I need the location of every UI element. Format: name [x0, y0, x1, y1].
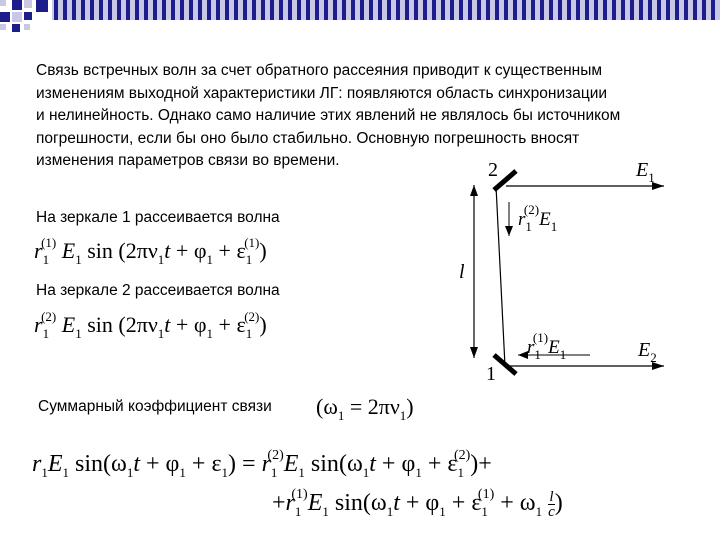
banner-stripe: [342, 0, 346, 20]
banner-stripe: [558, 0, 562, 20]
banner-stripe: [711, 0, 715, 20]
banner-stripe: [72, 0, 76, 20]
banner-stripe: [189, 0, 193, 20]
banner-stripe: [702, 0, 706, 20]
banner-stripe: [612, 0, 616, 20]
banner-stripe: [522, 0, 526, 20]
banner-stripe: [540, 0, 544, 20]
banner-stripe: [306, 0, 310, 20]
header-banner: [0, 0, 720, 40]
banner-stripe: [549, 0, 553, 20]
banner-stripe: [387, 0, 391, 20]
banner-stripe: [666, 0, 670, 20]
omega-definition: $(\omega_1 = 2\pi\nu_1)$: [316, 394, 414, 423]
banner-stripe: [675, 0, 679, 20]
mirror1-formula: $r_1^{(1)}$ $E_1$ $\sin (2\pi\nu_1t + \varphi_1 + \varepsilon_1^{(1)})$: [34, 235, 267, 267]
banner-stripe: [585, 0, 589, 20]
banner-stripe: [576, 0, 580, 20]
e1-label: $E_1$: [636, 159, 655, 185]
banner-stripe: [396, 0, 400, 20]
banner-stripe: [81, 0, 85, 20]
banner-stripe: [126, 0, 130, 20]
banner-stripe: [324, 0, 328, 20]
banner-stripe: [99, 0, 103, 20]
banner-stripe: [621, 0, 625, 20]
mirror1-label: На зеркале 1 рассеивается волна: [36, 209, 280, 226]
banner-stripe: [495, 0, 499, 20]
banner-stripe: [333, 0, 337, 20]
paragraph-line: погрешности, если бы оно было стабильно. Основную погрешность вносят: [36, 129, 580, 147]
banner-stripe: [657, 0, 661, 20]
banner-stripe: [360, 0, 364, 20]
length-label: l: [459, 261, 465, 283]
banner-stripe: [693, 0, 697, 20]
banner-stripe: [270, 0, 274, 20]
banner-stripe: [198, 0, 202, 20]
banner-stripe: [315, 0, 319, 20]
banner-stripe: [639, 0, 643, 20]
banner-stripe: [63, 0, 67, 20]
banner-stripe: [261, 0, 265, 20]
banner-stripe: [684, 0, 688, 20]
banner-stripe: [162, 0, 166, 20]
banner-stripe: [180, 0, 184, 20]
ring-laser-diagram: [440, 150, 720, 390]
banner-stripe: [252, 0, 256, 20]
beam-vertical: [496, 186, 505, 366]
banner-stripe: [108, 0, 112, 20]
arrow-up: [470, 185, 478, 196]
banner-stripe: [450, 0, 454, 20]
banner-stripe: [171, 0, 175, 20]
banner-stripe: [567, 0, 571, 20]
banner-stripe: [513, 0, 517, 20]
banner-stripe: [405, 0, 409, 20]
banner-stripe: [603, 0, 607, 20]
banner-stripe: [243, 0, 247, 20]
banner-stripe: [432, 0, 436, 20]
banner-stripe: [117, 0, 121, 20]
mirror2-formula: $r_1^{(2)}$ $E_1$ $\sin (2\pi\nu_1t + \varphi_1 + \varepsilon_1^{(2)})$: [34, 309, 267, 341]
banner-stripe: [207, 0, 211, 20]
banner-stripe: [594, 0, 598, 20]
paragraph-line: Связь встречных волн за счет обратного рассеяния приводит к существенным: [36, 62, 602, 79]
mirror-1-label: 1: [486, 363, 496, 385]
banner-stripe: [234, 0, 238, 20]
sum-formula-line2: $+r_1^{(1)}E_1$ $\sin(\omega_1t + \varphi_1 + \varepsilon_1^{(1)} + \omega_1$ $\frac{l}{c}$ ): [272, 487, 563, 520]
banner-stripe: [351, 0, 355, 20]
coupling-label: Суммарный коэффициент связи: [38, 398, 272, 415]
paragraph-line: изменениям выходной характеристики ЛГ: появляются область синхронизации: [36, 84, 608, 102]
paragraph-line: и нелинейность. Однако само наличие этих явлений не являлось бы источником: [36, 107, 621, 124]
banner-stripe: [288, 0, 292, 20]
banner-stripe: [630, 0, 634, 20]
banner-stripe: [423, 0, 427, 20]
arrow-down: [470, 347, 478, 358]
sum-formula-line1: $r_1E_1$ $\sin(\omega_1t + \varphi_1 + \varepsilon_1) = r_1^{(2)}E_1$ $\sin(\omega_1t + \varphi_1 + \varepsilon_1^{(2)})+$: [32, 448, 492, 480]
banner-stripe: [216, 0, 220, 20]
banner-stripe: [153, 0, 157, 20]
banner-stripe: [531, 0, 535, 20]
banner-stripe: [414, 0, 418, 20]
banner-stripe: [441, 0, 445, 20]
banner-stripe: [90, 0, 94, 20]
banner-stripe: [504, 0, 508, 20]
mirror2-label: На зеркале 2 рассеивается волна: [36, 282, 280, 299]
banner-stripe: [279, 0, 283, 20]
banner-stripe: [477, 0, 481, 20]
r1-scatter-label: $r_1^{(1)}E_1$: [527, 330, 567, 362]
arrow-r1-2: [505, 226, 513, 236]
paragraph-line: изменения параметров связи во времени.: [36, 152, 340, 169]
banner-stripe: [135, 0, 139, 20]
r2-scatter-label: $r_1^{(2)}E_1$: [518, 202, 558, 234]
banner-stripe: [459, 0, 463, 20]
l-over-c-fraction: $\frac{l}{c}$: [548, 489, 555, 520]
banner-stripe: [486, 0, 490, 20]
banner-stripe: [369, 0, 373, 20]
banner-stripe: [468, 0, 472, 20]
banner-stripe: [648, 0, 652, 20]
mirror-2-label: 2: [488, 159, 498, 181]
banner-stripe: [297, 0, 301, 20]
banner-stripe: [225, 0, 229, 20]
banner-stripe: [144, 0, 148, 20]
banner-stripe: [378, 0, 382, 20]
banner-stripe: [54, 0, 58, 20]
e2-label: $E_2$: [638, 339, 657, 365]
